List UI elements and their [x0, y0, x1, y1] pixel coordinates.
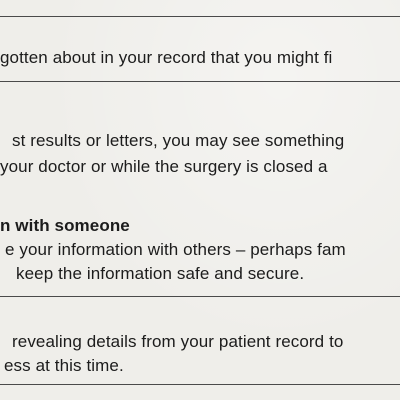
section-3-line-1: e your information with others – perhaps fam — [5, 240, 346, 259]
divider-2 — [0, 296, 400, 297]
section-3-line-2: keep the information safe and secure. — [16, 264, 305, 283]
divider-1 — [0, 81, 400, 82]
section-2-line-1: st results or letters, you may see something — [12, 131, 345, 150]
section-3-heading: n with someone — [0, 216, 130, 235]
section-1-line-1: gotten about in your record that you might fi — [0, 48, 333, 67]
section-2-line-2: your doctor or while the surgery is closed a — [0, 157, 328, 176]
section-4-line-2: ess at this time. — [4, 356, 124, 375]
section-4-line-1: revealing details from your patient record to — [12, 332, 344, 351]
divider-bottom — [0, 384, 400, 385]
divider-top — [0, 16, 400, 17]
